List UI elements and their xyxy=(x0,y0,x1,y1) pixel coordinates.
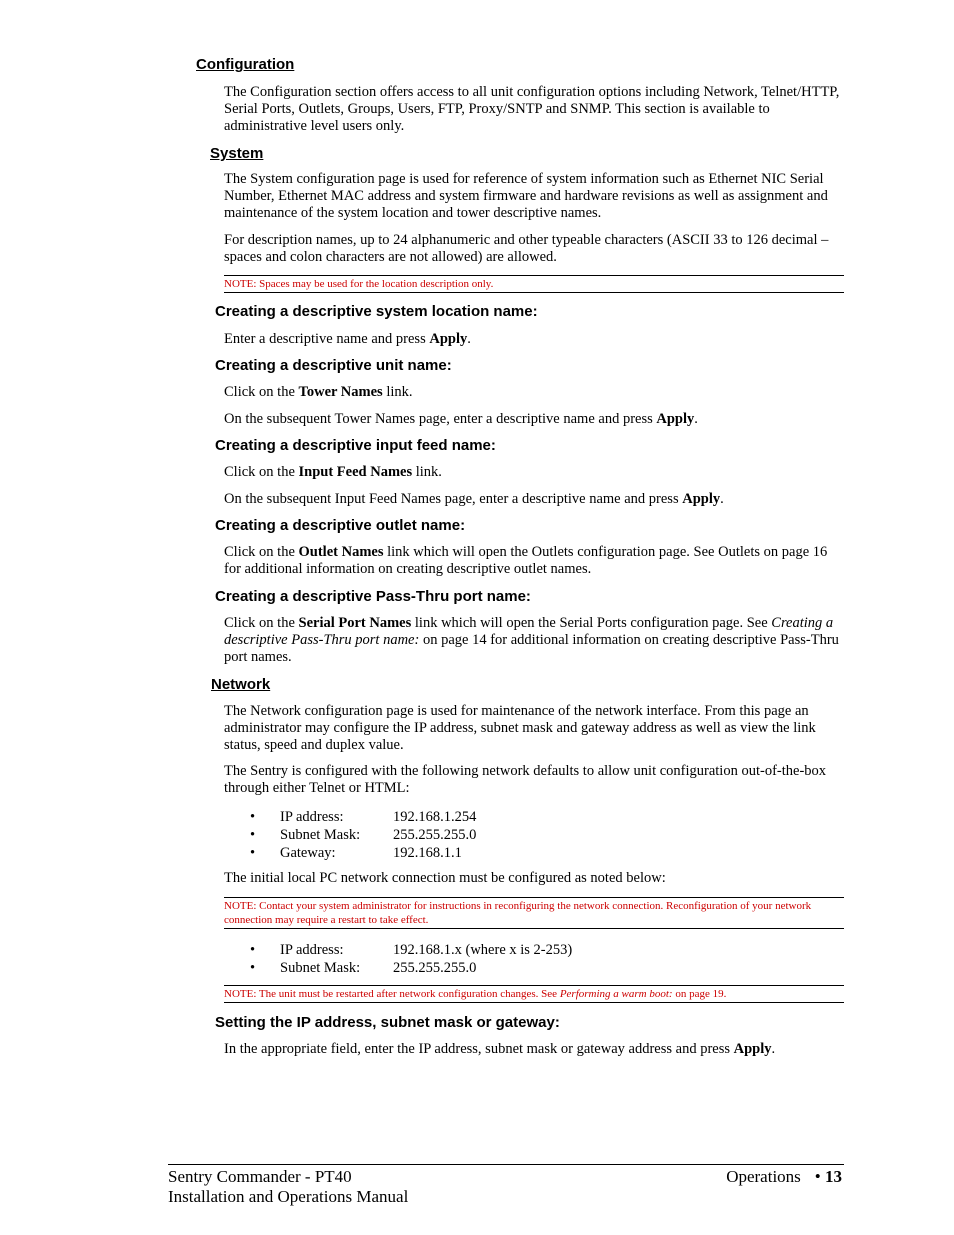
outlet-body: Click on the Outlet Names link which will open the Outlets configuration page. See Outlets on page 16 for additional information on creating descriptive outlet names. xyxy=(224,544,828,577)
feed-body-1: Click on the Input Feed Names link. xyxy=(224,464,442,480)
system-body-2: For description names, up to 24 alphanumeric and other typeable characters (ASCII 33 to 126 decimal – spaces and colon characters are not allowed) are allowed. xyxy=(224,232,829,265)
default-subnet-item: • Subnet Mask: 255.255.255.0 xyxy=(250,827,477,843)
network-heading: Network xyxy=(211,676,271,693)
default-gateway-item: • Gateway: 192.168.1.1 xyxy=(250,845,462,861)
ipset-body: In the appropriate field, enter the IP address, subnet mask or gateway address and press Apply. xyxy=(224,1041,776,1057)
footer-bullet: • xyxy=(814,1167,821,1186)
configuration-body: The Configuration section offers access to all unit configuration options including Network, Telnet/HTTP, Serial Ports, Outlets, Groups, Users, FTP, Proxy/SNTP and SNMP. This section is available to administrative level users only. xyxy=(224,84,840,134)
passthru-heading: Creating a descriptive Pass-Thru port name: xyxy=(215,588,531,605)
passthru-body: Click on the Serial Port Names link which will open the Serial Ports configuration page. See Creating a descriptive Pass-Thru port name: on page 14 for additional information on creating descriptive Pass-Thru port names. xyxy=(224,615,839,665)
system-note: NOTE: Spaces may be used for the location description only. xyxy=(224,275,844,293)
local-subnet-item: • Subnet Mask: 255.255.255.0 xyxy=(250,960,477,976)
unit-heading: Creating a descriptive unit name: xyxy=(215,357,452,374)
system-heading: System xyxy=(210,145,264,162)
default-ip-item: • IP address: 192.168.1.254 xyxy=(250,809,477,825)
footer-rule xyxy=(168,1164,844,1165)
ipset-heading: Setting the IP address, subnet mask or gateway: xyxy=(215,1014,560,1031)
location-body: Enter a descriptive name and press Apply. xyxy=(224,331,471,347)
system-body-1: The System configuration page is used for reference of system information such as Ethernet NIC Serial Number, Ethernet MAC address and system firmware and hardware revisions as well as assignment and maintenance of the system location and tower descriptive names. xyxy=(224,171,828,221)
location-heading: Creating a descriptive system location name: xyxy=(215,303,538,320)
network-body-3: The initial local PC network connection must be configured as noted below: xyxy=(224,870,666,886)
footer-product: Sentry Commander - PT40 xyxy=(168,1167,352,1186)
outlet-heading: Creating a descriptive outlet name: xyxy=(215,517,466,534)
footer-page-info xyxy=(726,1167,842,1187)
feed-body-2: On the subsequent Input Feed Names page, enter a descriptive name and press Apply. xyxy=(224,491,724,507)
configuration-heading: Configuration xyxy=(196,56,295,73)
footer-manual: Installation and Operations Manual xyxy=(168,1187,409,1206)
network-note-2: NOTE: The unit must be restarted after network configuration changes. See Performing a warm boot: on page 19. xyxy=(224,985,844,1003)
network-note-1: NOTE: Contact your system administrator for instructions in reconfiguring the network connection. Reconfiguration of your network connection may require a restart to take effect. xyxy=(224,897,844,929)
feed-heading: Creating a descriptive input feed name: xyxy=(215,437,496,454)
unit-body-1: Click on the Tower Names link. xyxy=(224,384,413,400)
page-number: 13 xyxy=(825,1167,842,1186)
local-ip-item: • IP address: 192.168.1.x (where x is 2-253) xyxy=(250,942,573,958)
unit-body-2: On the subsequent Tower Names page, enter a descriptive name and press Apply. xyxy=(224,411,698,427)
footer-section: Operations xyxy=(726,1167,801,1186)
network-body-2: The Sentry is configured with the following network defaults to allow unit configuration out-of-the-box through either Telnet or HTML: xyxy=(224,763,827,796)
network-body-1: The Network configuration page is used for maintenance of the network interface. From this page an administrator may configure the IP address, subnet mask and gateway address as well as view the link status, speed and duplex value. xyxy=(224,703,816,753)
